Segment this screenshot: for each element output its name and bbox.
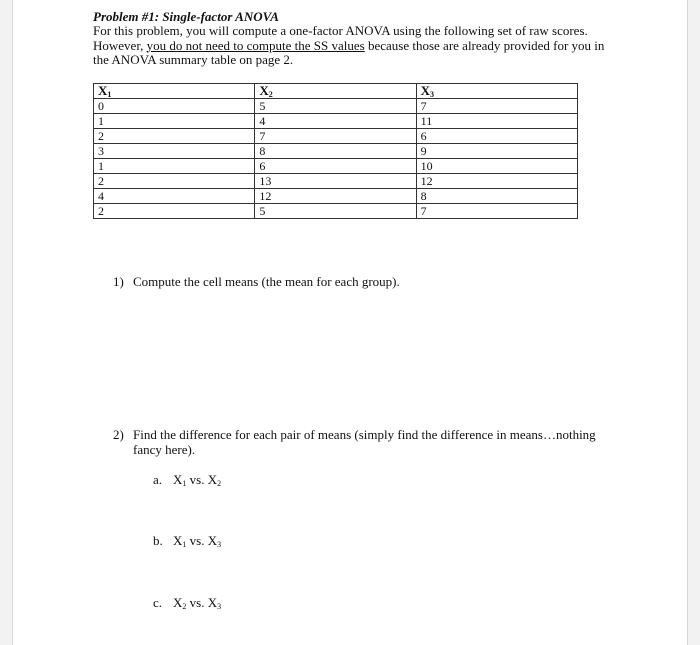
header-x1: $X_1$ [94,84,255,99]
table-cell: 8 [416,189,577,204]
part-letter: b. [153,533,163,548]
table-cell: 5 [255,204,416,219]
table-row [94,189,578,204]
table-cell: 7 [255,129,416,144]
table-cell: 2 [94,204,255,219]
table-cell: 1 [94,114,255,129]
question-1 [113,274,400,289]
question-2 [113,427,613,457]
table-cell: 12 [255,189,416,204]
question-text-continued: fancy here). [133,442,196,457]
header-x2: $X_2$ [255,84,416,99]
intro-underlined-text: you do not need to compute the SS values [146,37,365,53]
table-cell: 1 [94,159,255,174]
question-number: 2) [113,427,124,442]
table-cell: 6 [416,129,577,144]
header-x3: $X_3$ [416,84,577,99]
table-row [94,159,578,174]
table-cell: 9 [416,144,577,159]
table-cell: 3 [94,144,255,159]
table-row [94,204,578,219]
part-letter: a. [153,472,163,487]
table-cell: 10 [416,159,577,174]
table-cell: 11 [416,114,577,129]
question-text: Compute the cell means (the mean for each group). [133,274,400,289]
question-number: 1) [113,274,124,289]
intro-text-end: because those are already provided for you in the ANOVA summary table on page 2. [93,37,605,67]
table-cell: 4 [94,189,255,204]
table-row [94,174,578,189]
problem-intro [93,24,613,68]
table-cell: 2 [94,129,255,144]
document-page [12,0,688,645]
raw-scores-table [93,83,578,219]
question-2b: b. $X_1$ vs. $X_3$ [153,533,222,549]
table-row [94,114,578,129]
table-cell: 2 [94,174,255,189]
table-row [94,129,578,144]
table-cell: 4 [255,114,416,129]
table-row [94,144,578,159]
problem-title: Problem #1: Single-factor ANOVA [93,9,279,24]
table-cell: 12 [416,174,577,189]
part-letter: c. [153,595,163,610]
question-text: Find the difference for each pair of means (simply find the difference in means…nothing [133,427,596,442]
table-cell: 5 [255,99,416,114]
table-cell: 7 [416,99,577,114]
intro-text: For this problem, you will compute a one-factor ANOVA using the following set of raw scores. However, [93,23,588,53]
question-2c: c. $X_2$ vs. $X_3$ [153,595,222,611]
table-row [94,99,578,114]
table-cell: 6 [255,159,416,174]
question-2a: a. $X_1$ vs. $X_2$ [153,472,222,488]
table-cell: 8 [255,144,416,159]
table-cell: 7 [416,204,577,219]
table-header-row [94,84,578,99]
table-cell: 13 [255,174,416,189]
table-cell: 0 [94,99,255,114]
